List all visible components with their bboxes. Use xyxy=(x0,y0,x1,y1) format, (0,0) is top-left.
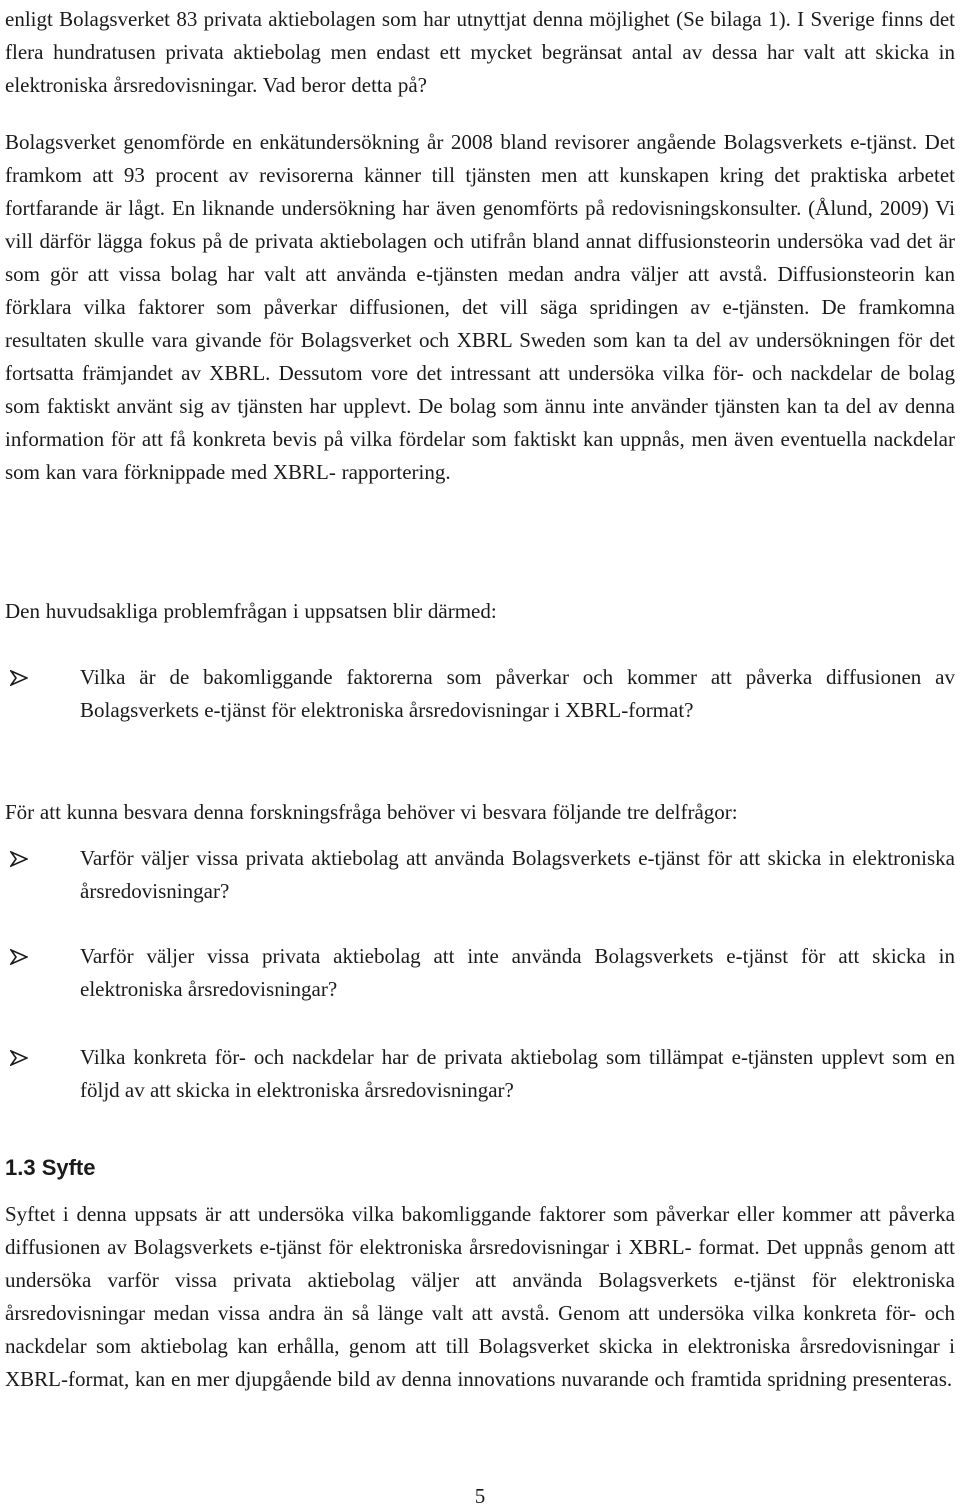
arrowhead-bullet-icon xyxy=(10,851,28,867)
purpose-paragraph: Syftet i denna uppsats är att undersöka vilka bakomliggande faktorer som påverkar eller kommer att påverka diffusionen av Bolagsverkets e-tjänst för elektroniska årsredovisningar i XBRL- format. Det uppnås genom att undersöka varför vissa privata aktiebolag väljer att använda Bolagsverkets e-tjänst för elektroniska årsredovisningar medan vissa andra än så länge valt att avstå. Genom att undersöka vilka konkreta för- och nackdelar som aktiebolag kan erhålla, genom att till Bolagsverket skicka in elektroniska årsredovisningar i XBRL-format, kan en mer djupgående bild av denna innovations nuvarande och framtida spridning presenteras. xyxy=(5,1202,955,1391)
main-question-text: Vilka är de bakomliggande faktorerna som påverkar och kommer att påverka diffusionen av Bolagsverkets e-tjänst för elektroniska årsredovisningar i XBRL-format? xyxy=(80,665,955,722)
arrowhead-bullet-icon xyxy=(10,670,28,686)
sub-question-text: Varför väljer vissa privata aktiebolag att använda Bolagsverkets e-tjänst för att skicka in elektroniska årsredovisningar? xyxy=(80,846,955,903)
sub-question-text: Varför väljer vissa privata aktiebolag att inte använda Bolagsverkets e-tjänst för att skicka in elektroniska årsredovisningar? xyxy=(80,944,955,1001)
main-question-intro: Den huvudsakliga problemfrågan i uppsatsen blir därmed: xyxy=(5,599,497,623)
arrowhead-bullet-icon xyxy=(10,949,28,965)
sub-question-text: Vilka konkreta för- och nackdelar har de privata aktiebolag som tillämpat e-tjänsten upplevt som en följd av att skicka in elektroniska årsredovisningar? xyxy=(80,1045,955,1102)
section-heading: 1.3 Syfte xyxy=(5,1155,96,1180)
survey-paragraph: Bolagsverket genomförde en enkätundersökning år 2008 bland revisorer angående Bolagsverkets e-tjänst. Det framkom att 93 procent av revisorerna känner till tjänsten men att kunskapen kring det praktiska arbetet fortfarande är lågt. En liknande undersökning har även genomförts på redovisningskonsulter. (Ålund, 2009) Vi vill därför lägga fokus på de privata aktiebolagen och utifrån bland annat diffusionsteorin undersöka vad det är som gör att vissa bolag har valt att använda e-tjänsten medan andra väljer att avstå. Diffusionsteorin kan förklara vilka faktorer som påverkar diffusionen, det vill säga spridingen av e-tjänsten. De framkomna resultaten skulle vara givande för Bolagsverket och XBRL Sweden som kan ta del av undersökningen för det fortsatta främjandet av XBRL. Dessutom vore det intressant att undersöka vilka för- och nackdelar de bolag som faktiskt använt sig av tjänsten har upplevt. De bolag som ännu inte använder tjänsten kan ta del av denna information för att få konkreta bevis på vilka fördelar som faktiskt kan uppnås, men även eventuella nackdelar som kan vara förknippade med XBRL- rapportering. xyxy=(5,130,955,484)
arrowhead-bullet-icon xyxy=(10,1050,28,1066)
intro-paragraph: enligt Bolagsverket 83 privata aktiebolagen som har utnyttjat denna möjlighet (Se bilaga 1). I Sverige finns det flera hundratusen privata aktiebolag men endast ett mycket begränsat antal av dessa har valt att skicka in elektroniska årsredovisningar. Vad beror detta på? xyxy=(5,7,955,97)
page-number: 5 xyxy=(474,1484,486,1508)
sub-questions-intro: För att kunna besvara denna forskningsfråga behöver vi besvara följande tre delfrågor: xyxy=(5,800,738,824)
